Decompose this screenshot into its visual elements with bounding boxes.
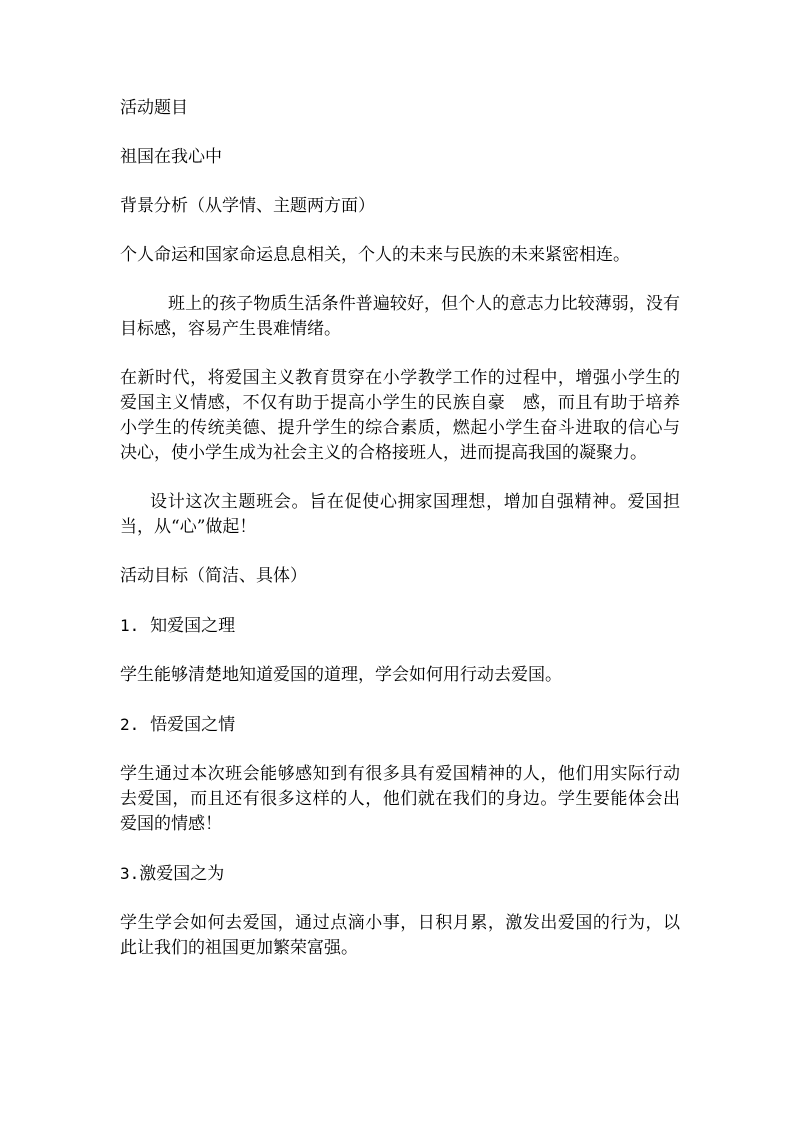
activity-title: 祖国在我心中 [120, 147, 222, 167]
goal-1-heading [120, 613, 680, 639]
goal-2-heading [120, 712, 680, 738]
goal-2-number: 2. [120, 715, 140, 734]
background-paragraph-3: 在新时代，将爱国主义教育贯穿在小学教学工作的过程中，增强小学生的爱国主义情感，不仅有助于提高小学生的民族自豪 感，而且有助于培养小学生的传统美德、提升学生的综合素质，燃起小学生奋斗进取的信心与决心，使小学生成为社会主义的合格接班人，进而提高我国的凝聚力。 [120, 368, 680, 463]
goal-2-title: 悟爱国之情 [150, 715, 236, 735]
goal-2-description: 学生通过本次班会能够感知到有很多具有爱国精神的人，他们用实际行动去爱国，而且还有很多这样的人，他们就在我们的身边。学生要能体会出爱国的情感！ [120, 764, 680, 834]
heading-activity-title: 活动题目 [120, 98, 188, 118]
goal-3-number: 3. [120, 864, 140, 883]
heading-goals: 活动目标（简洁、具体） [120, 566, 307, 586]
goal-1-title: 知爱国之理 [150, 616, 236, 636]
heading-background: 背景分析（从学情、主题两方面） [120, 196, 375, 216]
document-body [120, 96, 680, 985]
background-paragraph-2: 班上的孩子物质生活条件普遍较好，但个人的意志力比较薄弱，没有目标感，容易产生畏难情绪。 [120, 294, 680, 339]
goal-3-description: 学生学会如何去爱国，通过点滴小事，日积月累，激发出爱国的行为，以此让我们的祖国更加繁荣富强。 [120, 913, 680, 958]
goal-1-description: 学生能够清楚地知道爱国的道理，学会如何用行动去爱国。 [120, 665, 562, 685]
background-paragraph-4: 设计这次主题班会。旨在促使心拥家国理想，增加自强精神。爱国担当，从“心”做起！ [120, 492, 680, 537]
goal-1-number: 1. [120, 616, 140, 635]
goal-3-heading [120, 861, 680, 887]
goal-3-title: 激爱国之为 [139, 864, 225, 884]
background-paragraph-1: 个人命运和国家命运息息相关，个人的未来与民族的未来紧密相连。 [120, 245, 630, 265]
